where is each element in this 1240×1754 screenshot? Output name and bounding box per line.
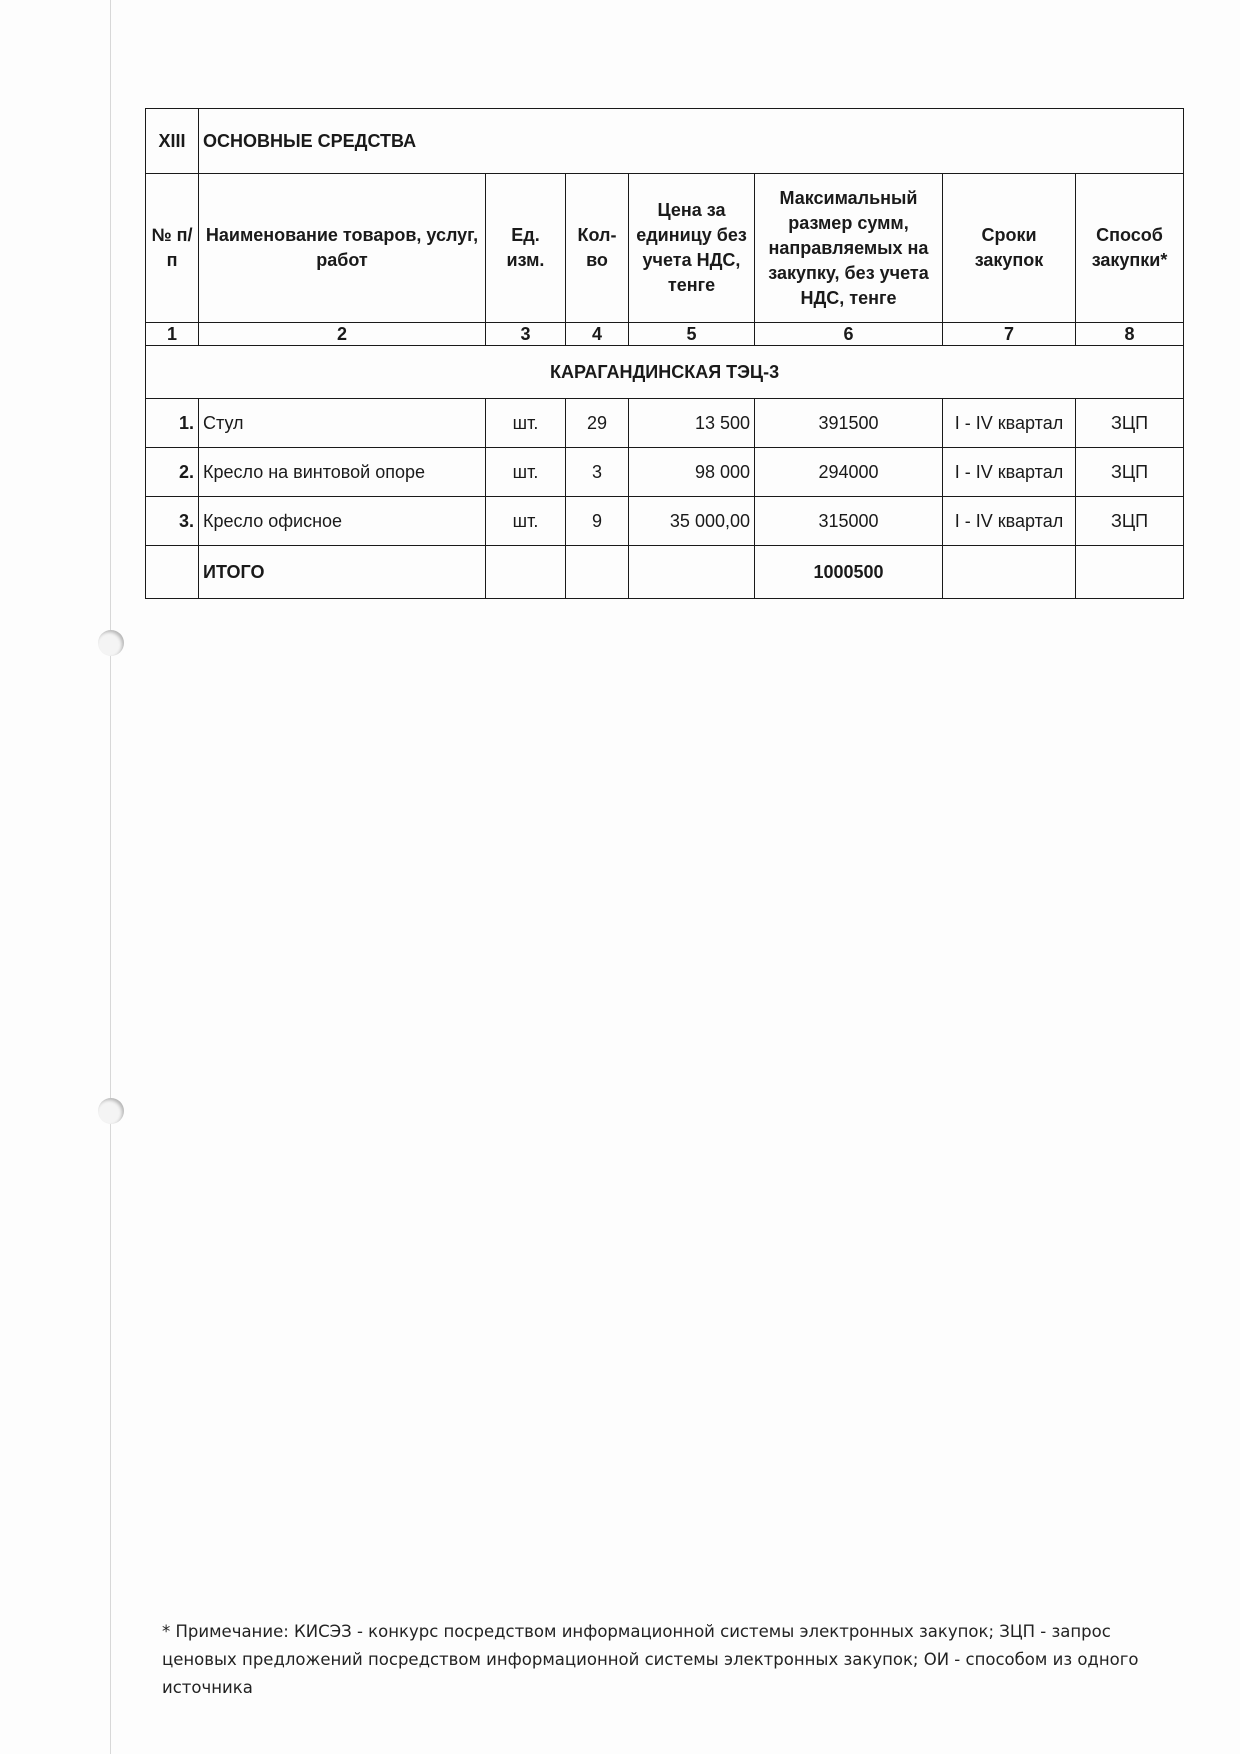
column-number: 1	[146, 323, 199, 346]
total-empty-cell	[629, 546, 755, 599]
item-name: Стул	[199, 399, 486, 448]
item-unit: шт.	[486, 399, 566, 448]
item-max-amount: 315000	[755, 497, 943, 546]
organization-name: КАРАГАНДИНСКАЯ ТЭЦ-3	[146, 346, 1184, 399]
header-qty: Кол-во	[566, 174, 629, 323]
footnote: * Примечание: КИСЭЗ - конкурс посредством информационной системы электронных закупок; ЗЦП - запрос ценовых предложений посредством информационной системы электронных закупок; ОИ - способом из одного источника	[162, 1622, 1139, 1697]
item-qty: 9	[566, 497, 629, 546]
header-price: Цена за единицу без учета НДС, тенге	[629, 174, 755, 323]
item-price: 13 500	[629, 399, 755, 448]
item-name: Кресло на винтовой опоре	[199, 448, 486, 497]
item-max-amount: 294000	[755, 448, 943, 497]
column-number: 2	[199, 323, 486, 346]
binder-margin-line	[110, 0, 111, 1754]
organization-row	[146, 346, 1184, 399]
header-unit: Ед. изм.	[486, 174, 566, 323]
table-row	[146, 448, 1184, 497]
item-no: 1.	[146, 399, 199, 448]
item-period: I - IV квартал	[943, 399, 1076, 448]
column-number: 3	[486, 323, 566, 346]
total-empty-cell	[566, 546, 629, 599]
column-number: 4	[566, 323, 629, 346]
item-period: I - IV квартал	[943, 497, 1076, 546]
total-empty-cell	[943, 546, 1076, 599]
header-method: Способ закупки*	[1076, 174, 1184, 323]
item-unit: шт.	[486, 448, 566, 497]
header-period: Сроки закупок	[943, 174, 1076, 323]
total-amount: 1000500	[755, 546, 943, 599]
punch-hole	[98, 630, 124, 656]
table-row	[146, 399, 1184, 448]
total-empty-cell	[146, 546, 199, 599]
header-name: Наименование товаров, услуг, работ	[199, 174, 486, 323]
procurement-table	[145, 108, 1184, 599]
column-number: 7	[943, 323, 1076, 346]
header-max-amount: Максимальный размер сумм, направляемых на закупку, без учета НДС, тенге	[755, 174, 943, 323]
table-row	[146, 497, 1184, 546]
item-price: 35 000,00	[629, 497, 755, 546]
item-method: ЗЦП	[1076, 399, 1184, 448]
item-method: ЗЦП	[1076, 497, 1184, 546]
column-number: 8	[1076, 323, 1184, 346]
header-no: № п/п	[146, 174, 199, 323]
item-unit: шт.	[486, 497, 566, 546]
section-number: XIII	[146, 109, 199, 174]
column-number: 5	[629, 323, 755, 346]
item-method: ЗЦП	[1076, 448, 1184, 497]
item-no: 2.	[146, 448, 199, 497]
item-qty: 3	[566, 448, 629, 497]
item-qty: 29	[566, 399, 629, 448]
item-max-amount: 391500	[755, 399, 943, 448]
total-label: ИТОГО	[199, 546, 486, 599]
column-number: 6	[755, 323, 943, 346]
section-header-row	[146, 109, 1184, 174]
total-empty-cell	[1076, 546, 1184, 599]
total-empty-cell	[486, 546, 566, 599]
item-name: Кресло офисное	[199, 497, 486, 546]
section-title: ОСНОВНЫЕ СРЕДСТВА	[199, 109, 1184, 174]
total-row	[146, 546, 1184, 599]
punch-hole	[98, 1098, 124, 1124]
column-header-row	[146, 174, 1184, 323]
item-no: 3.	[146, 497, 199, 546]
column-number-row	[146, 323, 1184, 346]
item-period: I - IV квартал	[943, 448, 1076, 497]
item-price: 98 000	[629, 448, 755, 497]
